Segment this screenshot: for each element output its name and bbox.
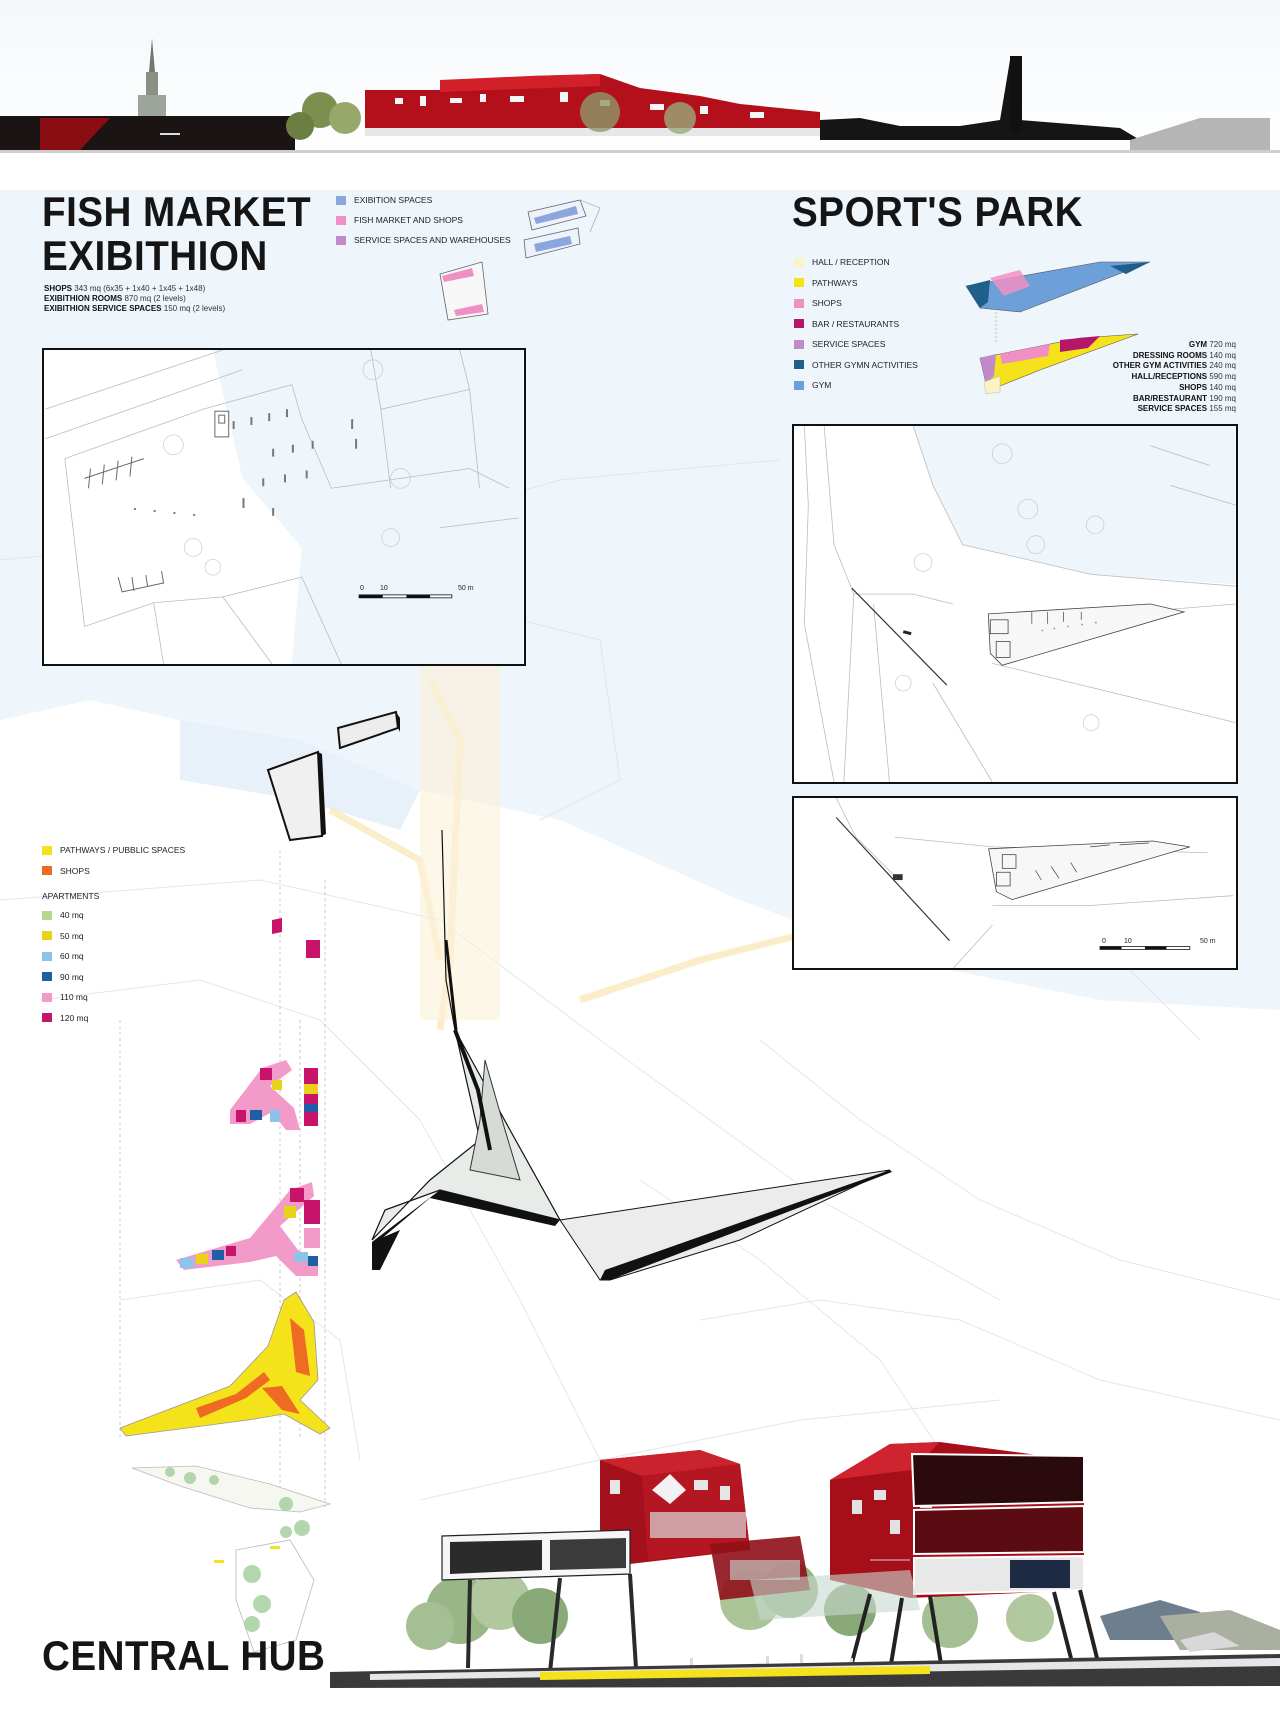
stat-row: GYM 720 mq (1188, 340, 1236, 349)
sports-park-plan-upper-drawing (794, 798, 1236, 968)
legend-item: 60 mq (42, 946, 185, 967)
fish-market-scale-bar (359, 595, 452, 598)
legend-swatch (336, 216, 346, 225)
legend-swatch (794, 258, 804, 267)
legend-item: OTHER GYMN ACTIVITIES (794, 355, 918, 376)
stat-row: EXIBITHION SERVICE SPACES 150 mq (2 levels) (44, 304, 226, 313)
legend-item: FISH MARKET AND SHOPS (336, 210, 511, 230)
legend-item: 90 mq (42, 967, 185, 988)
scale-label-10: 10 (1124, 938, 1132, 945)
legend-item: 110 mq (42, 987, 185, 1008)
apartment-layer-3 (176, 1182, 320, 1276)
legend-item: SERVICE SPACES AND WAREHOUSES (336, 230, 511, 250)
sports-park-legend (794, 252, 918, 396)
legend-swatch (336, 236, 346, 245)
sports-park-stats (1060, 340, 1236, 415)
legend-item: SHOPS (42, 861, 185, 882)
fish-market-plan-drawing (44, 350, 524, 664)
sports-park-plan-ground-drawing (794, 426, 1236, 782)
landscape-layer (132, 1466, 330, 1652)
legend-item: 40 mq (42, 905, 185, 926)
central-hub-massing (372, 1030, 892, 1280)
legend-swatch (42, 972, 52, 981)
stat-row: BAR/RESTAURANT 190 mq (1133, 393, 1236, 403)
fish-market-mini-axonometric (430, 192, 610, 327)
fish-market-title-line1: FISH MARKET (42, 188, 312, 235)
legend-swatch (42, 931, 52, 940)
scale-label-0: 0 (1102, 938, 1106, 945)
legend-item: EXIBITION SPACES (336, 190, 511, 210)
legend-swatch (42, 866, 52, 875)
stat-row: EXIBITHION ROOMS 870 mq (2 levels) (44, 294, 186, 303)
legend-swatch (794, 278, 804, 287)
central-hub-render (330, 1440, 1280, 1696)
legend-item: 120 mq (42, 1008, 185, 1029)
scale-label-0: 0 (360, 585, 364, 592)
stat-row: OTHER GYM ACTIVITIES 240 mq (1112, 361, 1236, 371)
central-hub-title: CENTRAL HUB (42, 1632, 326, 1679)
legend-item: PATHWAYS (794, 273, 918, 294)
apartments-heading: APARTMENTS (42, 891, 100, 901)
scale-label-50: 50 m (458, 585, 474, 592)
legend-swatch (42, 952, 52, 961)
stat-row: DRESSING ROOMS 140 mq (1132, 350, 1236, 360)
legend-swatch (794, 340, 804, 349)
fish-market-title-line2: EXIBITHION (42, 232, 268, 279)
stat-row: SHOPS 343 mq (6x35 + 1x40 + 1x45 + 1x48) (44, 284, 206, 293)
legend-swatch (42, 1013, 52, 1022)
scale-label-10: 10 (380, 585, 388, 592)
legend-swatch (794, 381, 804, 390)
legend-swatch (794, 319, 804, 328)
legend-item: SERVICE SPACES (794, 334, 918, 355)
sports-park-plan-ground (792, 424, 1238, 784)
legend-item: PATHWAYS / PUBBLIC SPACES (42, 840, 185, 861)
stat-row: SERVICE SPACES 155 mq (1137, 404, 1236, 414)
apartment-layer-2 (230, 1060, 318, 1130)
central-hub-legend (42, 840, 185, 1028)
sports-park-scale-bar (1100, 947, 1190, 950)
legend-item: 50 mq (42, 926, 185, 947)
legend-swatch (42, 911, 52, 920)
stat-row: SHOPS 140 mq (1179, 382, 1236, 392)
legend-item: BAR / RESTAURANTS (794, 314, 918, 335)
legend-swatch (336, 196, 346, 205)
legend-item: GYM (794, 375, 918, 396)
legend-swatch (42, 846, 52, 855)
legend-item: SHOPS (794, 293, 918, 314)
ground-layer-pathways (120, 1292, 330, 1436)
fish-market-stats (44, 284, 225, 314)
legend-swatch (794, 360, 804, 369)
fish-market-title (42, 190, 311, 278)
top-elevation-render (0, 0, 1280, 158)
sports-park-title: SPORT'S PARK (792, 188, 1083, 235)
scale-label-50: 50 m (1200, 938, 1216, 945)
fish-market-plan (42, 348, 526, 666)
right-landscape (1100, 1600, 1280, 1652)
legend-swatch (42, 993, 52, 1002)
legend-item: HALL / RECEPTION (794, 252, 918, 273)
legend-swatch (794, 299, 804, 308)
apartment-layer-1 (272, 918, 320, 958)
sports-park-plan-upper (792, 796, 1238, 970)
stat-row: HALL/RECEPTIONS 590 mq (1131, 372, 1236, 382)
